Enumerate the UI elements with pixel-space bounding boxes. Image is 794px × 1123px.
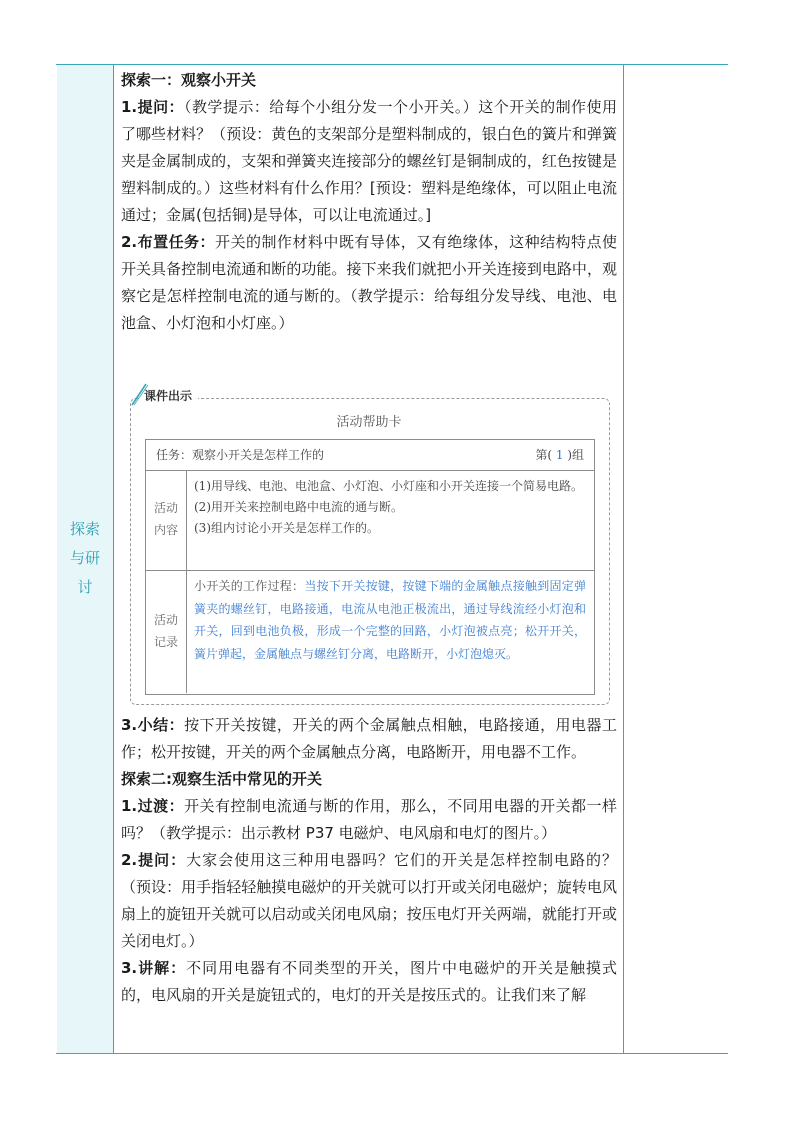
stage-label-line: 讨 (77, 578, 93, 596)
callout-tag-label: 课件出示 (144, 389, 193, 403)
content-label: 活动 内容 (146, 471, 187, 570)
record-label: 活动 记录 (146, 571, 187, 693)
section1-item1: 1.提问：（教学提示：给每个小组分发一个小开关。）这个开关的制作使用了哪些材料？（预设：黄色的支架部分是塑料制成的，银白色的簧片和弹簧夹是金属制成的，支架和弹簧夹连接部分的螺丝钉是铜制成的，红色按键是塑料制成的。）这些材料有什么作用？[预设：塑料是绝缘体，可以阻止电流通过；金属(包括铜)是导体，可以让电流通过。] (121, 98, 617, 224)
stage-label-line: 与研 (69, 549, 100, 567)
section2-item1: 1.过渡：开关有控制电流通与断的作用，那么，不同用电器的开关都一样吗？（教学提示：出示教材 P37 电磁炉、电风扇和电灯的图片。） (121, 797, 617, 842)
card-record-row (146, 571, 594, 693)
card-content-row (146, 471, 594, 571)
lesson-content (121, 67, 617, 337)
card-group: 第( 1 )组 (535, 448, 584, 462)
record-handwriting: 小开关的工作过程：当按下开关按键，按键下端的金属触点接触到固定弹簧夹的螺丝钉，电路接通，电流从电池正极流出，通过导线流经小灯泡和开关，回到电池负极，形成一个完整的回路，小灯泡被点亮；松开开关，簧片弹起，金属触点与螺丝钉分离，电路断开，小灯泡熄灭。 (194, 579, 586, 661)
section1-heading: 探索一：观察小开关 (121, 71, 257, 89)
content-list (194, 476, 586, 539)
content-item: (2)用开关来控制电路中电流的通与断。 (194, 500, 403, 514)
card-title: 活动帮助卡 (336, 415, 402, 430)
group-number: 1 (555, 448, 564, 462)
tag-stroke-icon (130, 381, 150, 407)
lesson-content-continued (121, 712, 617, 1009)
stage-label-line: 探索 (69, 520, 100, 538)
table-bottom-border (56, 1053, 728, 1054)
card-task-row (146, 440, 594, 471)
section2-item2: 2.提问：大家会使用这三种用电器吗？它们的开关是怎样控制电路的？（预设：用手指轻轻触摸电磁炉的开关就可以打开或关闭电磁炉；旋转电风扇上的旋钮开关就可以启动或关闭电风扇；按压电灯开关两端，就能打开或关闭电灯。） (121, 851, 617, 950)
summary: 3.小结：按下开关按键，开关的两个金属触点相触，电路接通，用电器工作；松开按键，开关的两个金属触点分离，电路断开，用电器不工作。 (121, 716, 617, 761)
callout-tag (140, 385, 198, 405)
section2-heading: 探索二:观察生活中常见的开关 (121, 770, 322, 788)
section2-item3: 3.讲解：不同用电器有不同类型的开关，图片中电磁炉的开关是触摸式的，电风扇的开关是旋钮式的，电灯的开关是按压式的。让我们来了解 (121, 959, 617, 1004)
stage-label (57, 515, 113, 602)
activity-help-card (145, 439, 595, 695)
section1-item2: 2.布置任务：开关的制作材料中既有导体，又有绝缘体，这种结构特点使开关具备控制电流通和断的功能。接下来我们就把小开关连接到电路中，观察它是怎样控制电流的通与断的。（教学提示：给每组分发导线、电池、电池盒、小灯泡和小灯座。） (121, 233, 617, 332)
card-task: 任务：观察小开关是怎样工作的 (156, 448, 325, 462)
content-item: (1)用导线、电池、电池盒、小灯泡、小灯座和小开关连接一个简易电路。 (194, 479, 584, 493)
table-top-border (56, 64, 728, 65)
table-divider-right (623, 64, 624, 1053)
courseware-callout (128, 389, 610, 705)
content-item: (3)组内讨论小开关是怎样工作的。 (194, 521, 379, 535)
table-divider-left (113, 64, 114, 1053)
